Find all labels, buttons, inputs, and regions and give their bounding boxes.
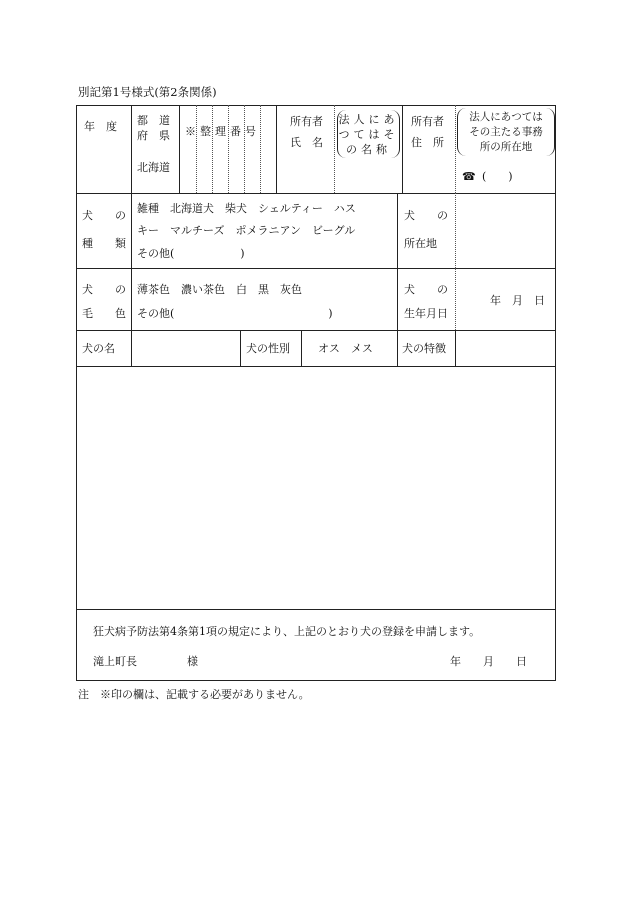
breed-options-line2: キー マルチーズ ポメラニアン ビーグル	[137, 224, 356, 237]
label-divider	[334, 105, 335, 193]
telephone-icon: ☎	[462, 170, 476, 183]
birth-date-label-line1: 犬 の	[404, 283, 448, 296]
corporate-address-note-line1: 法人にあつては	[469, 111, 543, 123]
coat-color-label-line2: 毛 色	[82, 307, 126, 320]
owner-address-label-line1: 所有者	[411, 115, 444, 128]
dog-name-label: 犬の名	[82, 342, 115, 355]
registration-number-label: ※整理番号	[185, 125, 260, 138]
mayor-addressee: 滝上町長	[93, 655, 137, 668]
col-divider	[301, 330, 302, 366]
footnote: 注 ※印の欄は、記載する必要がありません。	[78, 688, 310, 701]
number-digit-divider	[244, 105, 245, 193]
number-digit-divider	[260, 105, 261, 193]
birth-date-value: 年 月 日	[490, 294, 545, 307]
col-divider	[397, 330, 398, 366]
breed-other: その他( )	[137, 247, 245, 260]
col-divider	[179, 105, 180, 193]
birth-date-label-line2: 生年月日	[404, 307, 448, 320]
col-divider	[240, 330, 241, 366]
dog-sex-options: オス メス	[318, 342, 373, 355]
corporate-address-bracket	[457, 108, 555, 156]
form-caption: 別記第1号様式(第2条関係)	[78, 85, 217, 99]
number-digit-divider	[196, 105, 197, 193]
corporate-name-note-line2: つてはそ	[338, 128, 399, 141]
col-divider	[455, 330, 456, 366]
coat-color-other: その他( )	[137, 307, 333, 320]
number-digit-divider	[228, 105, 229, 193]
prefecture-label-line2: 府 県	[137, 129, 170, 142]
corporate-address-note-line3: 所の所在地	[479, 141, 533, 153]
addressee-honorific: 様	[187, 655, 198, 668]
registration-form-table	[76, 105, 556, 681]
dog-sex-label: 犬の性別	[246, 342, 290, 355]
row-divider	[76, 268, 556, 269]
owner-name-label-line1: 所有者	[290, 115, 323, 128]
application-date: 年 月 日	[450, 655, 527, 668]
prefecture-value: 北海道	[137, 161, 170, 174]
prefecture-label-line1: 都 道	[137, 114, 170, 127]
breed-options-line1: 雑種 北海道犬 柴犬 シェルティー ハス	[137, 202, 356, 215]
declaration-text: 狂犬病予防法第4条第1項の規定により、上記のとおり犬の登録を申請します。	[93, 625, 481, 638]
label-divider	[455, 268, 456, 330]
label-divider	[455, 105, 456, 193]
coat-color-options: 薄茶色 濃い茶色 白 黒 灰色	[137, 283, 302, 296]
col-divider	[402, 105, 403, 193]
col-divider	[131, 105, 132, 193]
dog-location-label-line2: 所在地	[404, 237, 437, 250]
row-divider	[76, 609, 556, 610]
breed-label-line2: 種 類	[82, 237, 126, 250]
corporate-name-note-line1: 法人にあ	[338, 113, 399, 126]
coat-color-label-line1: 犬 の	[82, 283, 126, 296]
telephone-parentheses: ( )	[482, 170, 513, 183]
col-divider	[397, 193, 398, 330]
row-divider	[76, 193, 556, 194]
breed-label-line1: 犬 の	[82, 209, 126, 222]
col-divider	[131, 330, 132, 366]
row-divider	[76, 330, 556, 331]
col-divider	[131, 193, 132, 330]
corporate-address-note-line2: その主たる事務	[469, 126, 543, 138]
row-divider	[76, 366, 556, 367]
col-divider	[276, 105, 277, 193]
owner-name-label-line2: 氏 名	[290, 136, 323, 149]
dog-location-label-line1: 犬 の	[404, 209, 448, 222]
corporate-name-note-line3: の名称	[346, 143, 391, 156]
dog-features-label: 犬の特徴	[402, 342, 446, 355]
corporate-name-bracket	[337, 110, 400, 158]
number-digit-divider	[212, 105, 213, 193]
year-label: 年 度	[84, 120, 117, 133]
label-divider	[455, 193, 456, 268]
owner-address-label-line2: 住 所	[411, 136, 444, 149]
